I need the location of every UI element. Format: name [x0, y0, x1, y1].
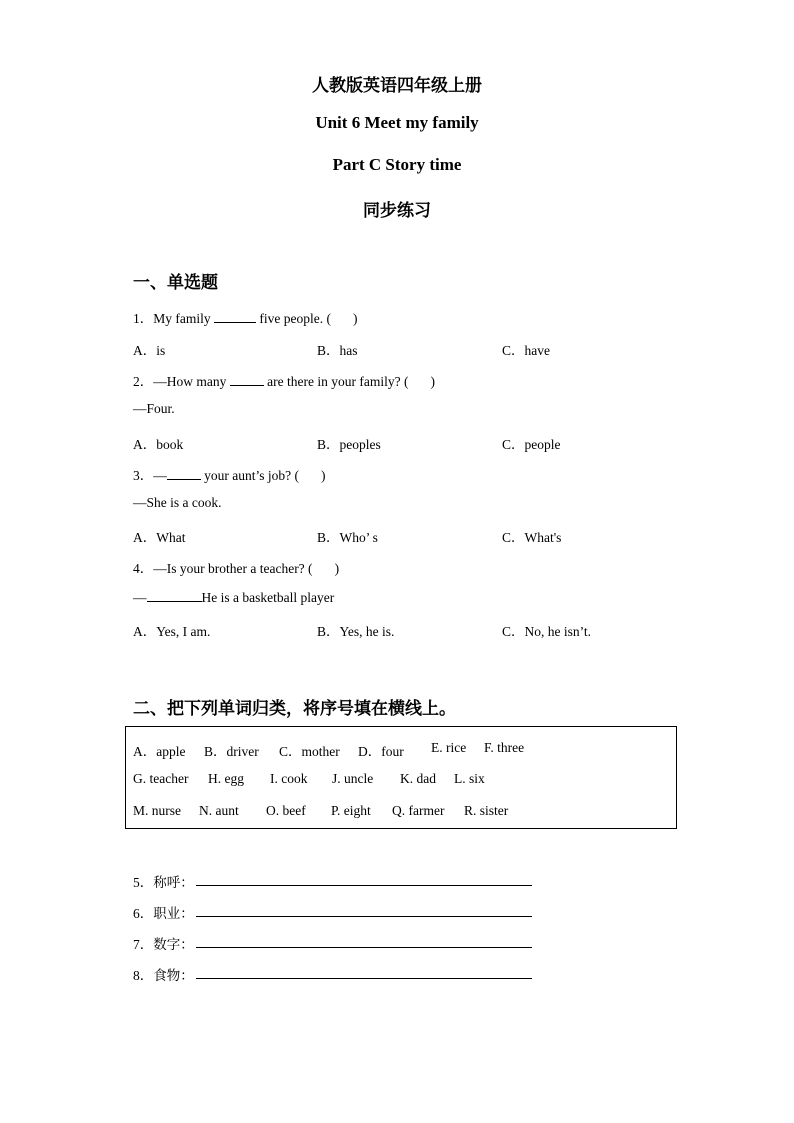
word-g: G. teacher: [133, 771, 189, 786]
fill-label-6: 6．职业：: [133, 906, 194, 921]
q1-number: 1．: [133, 311, 154, 326]
question-2: [133, 370, 435, 390]
word-q: Q. farmer: [392, 803, 445, 818]
q4-option-a[interactable]: A．Yes, I am.: [133, 624, 211, 639]
q2-text-before: —How many: [153, 374, 230, 389]
q3-close: ): [320, 468, 326, 483]
q4-number: 4．: [133, 561, 154, 576]
q2-number: 2．: [133, 374, 154, 389]
fill-line-5[interactable]: [196, 885, 532, 886]
word-h: H. egg: [208, 771, 244, 786]
exercise-title: 同步练习: [363, 201, 431, 220]
q4-answer-dash: —: [133, 590, 147, 605]
q2-option-c[interactable]: C．people: [502, 437, 561, 452]
q3-answer: —She is a cook.: [133, 495, 222, 510]
q4-blank[interactable]: [147, 589, 202, 602]
q3-text-before: —: [153, 468, 167, 483]
word-l: L. six: [454, 771, 485, 786]
word-k: K. dad: [400, 771, 436, 786]
fill-label-7: 7．数字：: [133, 937, 194, 952]
fill-label-5: 5．称呼：: [133, 875, 194, 890]
q4-text: —Is your brother a teacher? (: [153, 561, 313, 576]
q2-blank[interactable]: [230, 373, 264, 386]
q4-option-b[interactable]: B．Yes, he is.: [317, 624, 395, 639]
q1-option-c[interactable]: C．have: [502, 343, 550, 358]
q4-answer-text: He is a basketball player: [201, 590, 335, 605]
q1-text-after: five people. (: [256, 311, 331, 326]
fill-label-8: 8．食物：: [133, 968, 194, 983]
word-r: R. sister: [464, 803, 509, 818]
q1-close: ): [352, 311, 358, 326]
word-p: P. eight: [331, 803, 371, 818]
q4-answer: [133, 589, 334, 606]
fill-line-6[interactable]: [196, 916, 532, 917]
q1-option-a[interactable]: A．is: [133, 343, 166, 358]
q3-option-a[interactable]: A．What: [133, 530, 186, 545]
word-o: O. beef: [266, 803, 306, 818]
word-d: D．four: [358, 744, 404, 759]
word-n: N. aunt: [199, 803, 239, 818]
word-c: C．mother: [279, 744, 340, 759]
q1-text-before: My family: [153, 311, 214, 326]
q3-number: 3．: [133, 468, 154, 483]
q3-option-c[interactable]: C．What's: [502, 530, 562, 545]
q2-close: ): [430, 374, 435, 389]
word-bank-box: [125, 726, 677, 829]
q2-option-b[interactable]: B．peoples: [317, 437, 381, 452]
unit-title: Unit 6 Meet my family: [315, 113, 479, 132]
q4-close: ): [334, 561, 340, 576]
section2-heading: 二、把下列单词归类，将序号填在横线上。: [133, 699, 456, 718]
q1-option-b[interactable]: B．has: [317, 343, 358, 358]
section1-heading: 一、单选题: [133, 273, 218, 292]
q3-text-after: your aunt’s job? (: [200, 468, 299, 483]
word-a: A．apple: [133, 744, 186, 759]
word-f: F. three: [484, 740, 525, 755]
question-4: [133, 557, 339, 577]
q4-option-c[interactable]: C．No, he isn’t.: [502, 624, 592, 639]
word-b: B．driver: [204, 744, 259, 759]
question-1: [133, 307, 357, 327]
q3-option-b[interactable]: B．Who’ s: [317, 530, 378, 545]
word-e: E. rice: [431, 740, 467, 755]
page-title: 人教版英语四年级上册: [312, 76, 482, 95]
q2-text-after: are there in your family? (: [263, 374, 409, 389]
part-title: Part C Story time: [332, 155, 462, 174]
word-j: J. uncle: [332, 771, 374, 786]
word-i: I. cook: [270, 771, 308, 786]
q1-blank[interactable]: [214, 310, 256, 323]
fill-line-7[interactable]: [196, 947, 532, 948]
fill-line-8[interactable]: [196, 978, 532, 979]
q2-answer: —Four.: [133, 401, 175, 416]
question-3: [133, 464, 325, 484]
word-m: M. nurse: [133, 803, 181, 818]
q3-blank[interactable]: [167, 467, 201, 480]
q2-option-a[interactable]: A．book: [133, 437, 184, 452]
